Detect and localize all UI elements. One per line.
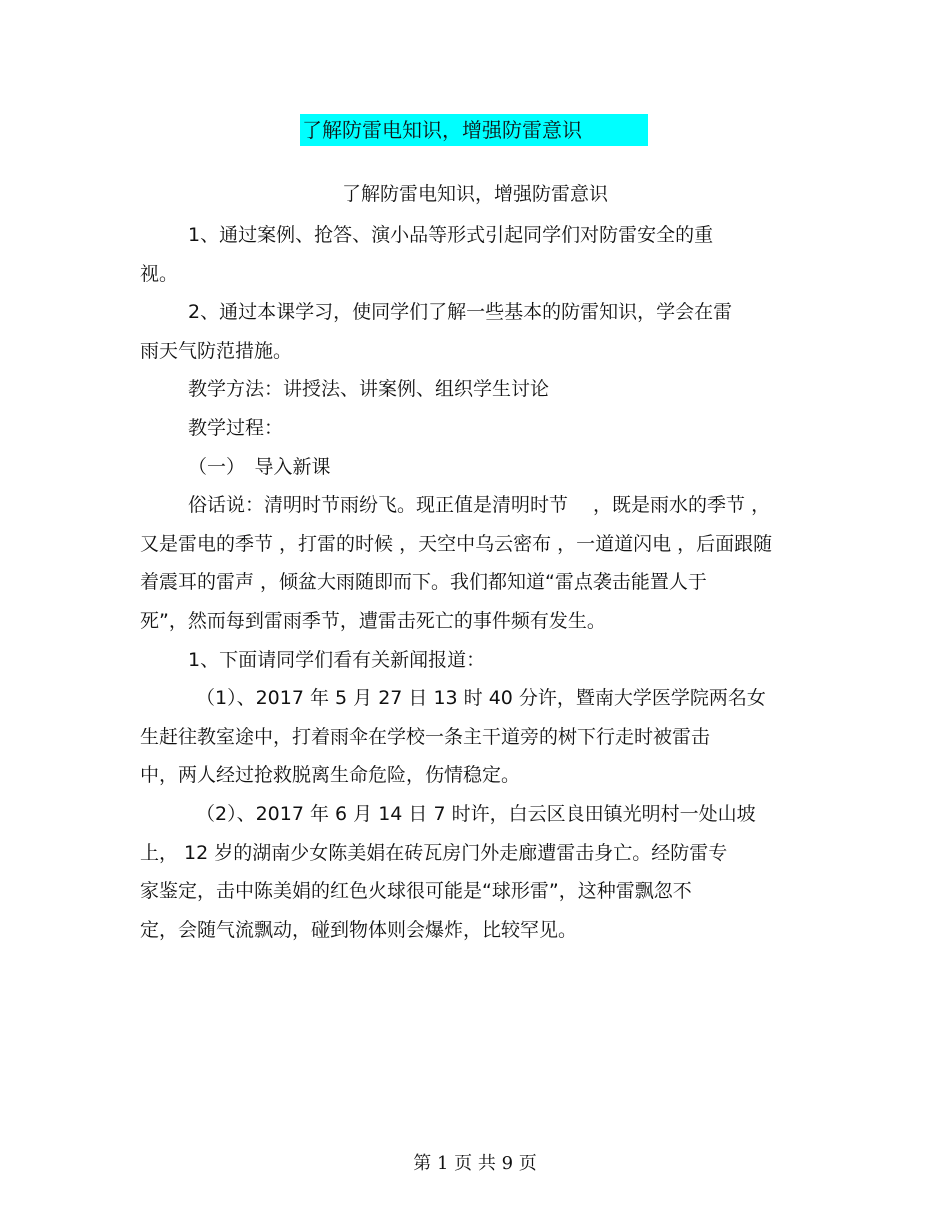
objective-1-line-2: 视。: [140, 262, 179, 285]
intro-paragraph-line-1: 俗话说：清明时节雨纷飞。现正值是清明时节 ，既是雨水的季节 ，: [188, 494, 771, 517]
objective-2-line-2: 雨天气防范措施。: [140, 339, 293, 362]
intro-paragraph-line-4: 死”，然而每到雷雨季节，遭雷击死亡的事件频有发生。: [140, 609, 606, 632]
news-item-1-line-1: （1）、2017 年 5 月 27 日 13 时 40 分许，暨南大学医学院两名女: [196, 687, 766, 710]
section-intro-heading: （一） 导入新课: [188, 455, 331, 478]
news-item-2-line-2: 上， 12 岁的湖南少女陈美娟在砖瓦房门外走廊遭雷击身亡。经防雷专: [140, 841, 728, 864]
news-item-2-line-1: （2）、2017 年 6 月 14 日 7 时许，白云区良田镇光明村一处山坡: [196, 802, 756, 825]
news-item-2-line-4: 定，会随气流飘动，碰到物体则会爆炸，比较罕见。: [140, 918, 578, 941]
teaching-methods: 教学方法：讲授法、讲案例、组织学生讨论: [188, 378, 550, 401]
intro-paragraph-line-2: 又是雷电的季节 ，打雷的时候 ，天空中乌云密布 ，一道道闪电 ，后面跟随: [140, 532, 773, 555]
news-item-1-line-2: 生赶往教室途中，打着雨伞在学校一条主干道旁的树下行走时被雷击: [140, 725, 711, 748]
document-body: [140, 216, 800, 949]
intro-paragraph-line-3: 着震耳的雷声 ，倾盆大雨随即而下。我们都知道“雷点袭击能置人于: [140, 571, 707, 594]
document-title-banner: [300, 114, 648, 146]
objective-1-line-1: 1、通过案例、抢答、演小品等形式引起同学们对防雷安全的重: [188, 224, 714, 246]
news-item-2-line-3: 家鉴定，击中陈美娟的红色火球很可能是“球形雷”，这种雷飘忽不: [140, 880, 692, 903]
document-subtitle: 了解防雷电知识，增强防雷意识: [341, 183, 608, 205]
news-heading: 1、下面请同学们看有关新闻报道：: [188, 648, 486, 671]
teaching-process-heading: 教学过程：: [188, 416, 284, 439]
news-item-1-line-3: 中，两人经过抢救脱离生命危险，伤情稳定。: [140, 764, 521, 787]
objective-2-line-1: 2、通过本课学习，使同学们了解一些基本的防雷知识，学会在雷: [188, 301, 733, 324]
page-number-footer: 第 1 页 共 9 页: [413, 1153, 537, 1174]
document-title: 了解防雷电知识，增强防雷意识: [302, 118, 582, 142]
